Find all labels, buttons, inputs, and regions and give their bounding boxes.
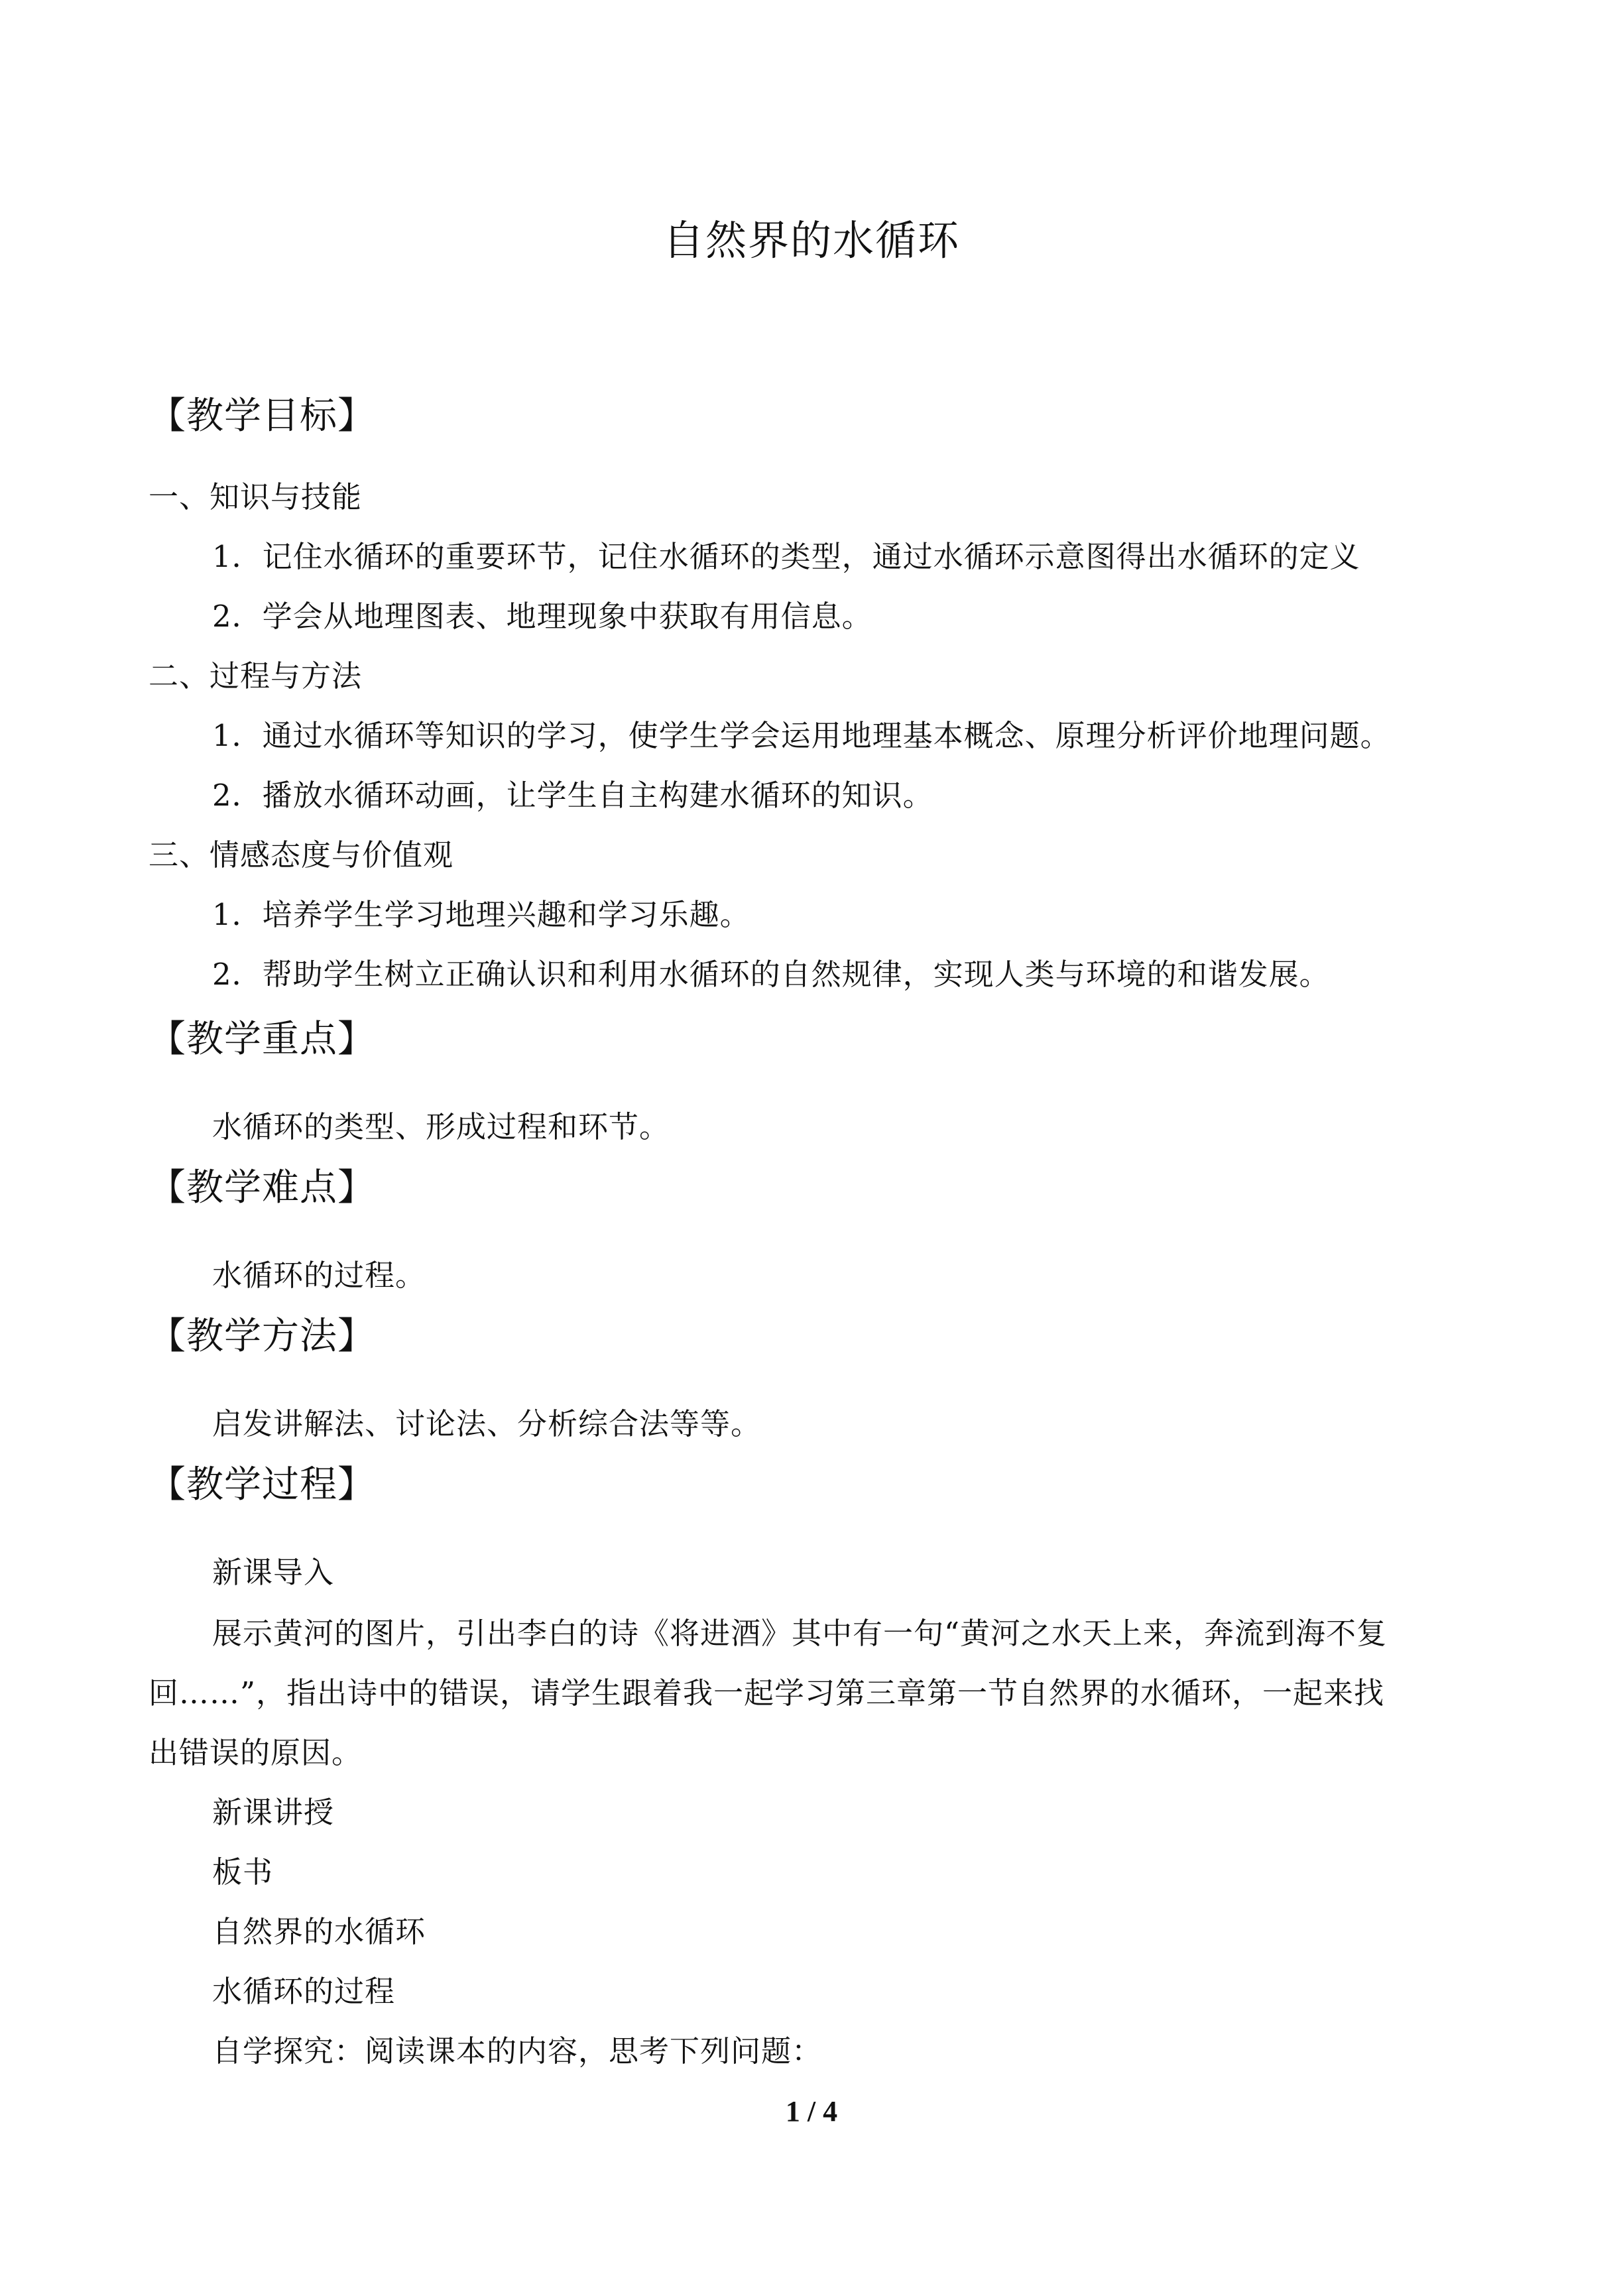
process-board-label: 板书 xyxy=(212,1854,274,1890)
process-board-subtitle: 水循环的过程 xyxy=(212,1974,396,2009)
process-teach-label: 新课讲授 xyxy=(212,1795,335,1830)
heading-key-points: 【教学重点】 xyxy=(149,1018,375,1061)
page-number: 1 / 4 xyxy=(785,2095,838,2128)
process-self-study: 自学探究：阅读课本的内容，思考下列问题： xyxy=(212,2033,823,2069)
process-intro-line-1: 展示黄河的图片，引出李白的诗《将进酒》其中有一句“黄河之水天上来，奔流到海不复 xyxy=(212,1616,1388,1651)
goals-subheading-knowledge: 一、知识与技能 xyxy=(149,479,363,514)
goals-knowledge-item-1: 1．记住水循环的重要环节，记住水循环的类型，通过水循环示意图得出水循环的定义 xyxy=(212,539,1360,574)
key-points-text: 水循环的类型、形成过程和环节。 xyxy=(212,1109,670,1144)
process-board-title: 自然界的水循环 xyxy=(212,1914,426,1949)
difficulties-text: 水循环的过程。 xyxy=(212,1258,426,1293)
goals-process-item-2: 2．播放水循环动画，让学生自主构建水循环的知识。 xyxy=(212,778,933,813)
heading-difficulties: 【教学难点】 xyxy=(149,1166,375,1209)
heading-teaching-goals: 【教学目标】 xyxy=(149,394,375,438)
heading-process: 【教学过程】 xyxy=(149,1463,375,1506)
goals-attitude-item-1: 1．培养学生学习地理兴趣和学习乐趣。 xyxy=(212,897,751,932)
methods-text: 启发讲解法、讨论法、分析综合法等等。 xyxy=(212,1406,762,1441)
process-intro-label: 新课导入 xyxy=(212,1555,335,1590)
goals-attitude-item-2: 2．帮助学生树立正确认识和利用水循环的自然规律，实现人类与环境的和谐发展。 xyxy=(212,957,1330,992)
document-title: 自然界的水循环 xyxy=(662,216,960,265)
heading-methods: 【教学方法】 xyxy=(149,1315,375,1358)
goals-subheading-process: 二、过程与方法 xyxy=(149,658,363,694)
goals-process-item-1: 1．通过水循环等知识的学习，使学生学会运用地理基本概念、原理分析评价地理问题。 xyxy=(212,718,1391,753)
process-intro-line-2: 回……”，指出诗中的错误，请学生跟着我一起学习第三章第一节自然界的水循环，一起来找 xyxy=(149,1675,1385,1711)
goals-subheading-attitude: 三、情感态度与价值观 xyxy=(149,837,454,873)
goals-knowledge-item-2: 2．学会从地理图表、地理现象中获取有用信息。 xyxy=(212,599,872,634)
process-intro-line-3: 出错误的原因。 xyxy=(149,1735,363,1770)
